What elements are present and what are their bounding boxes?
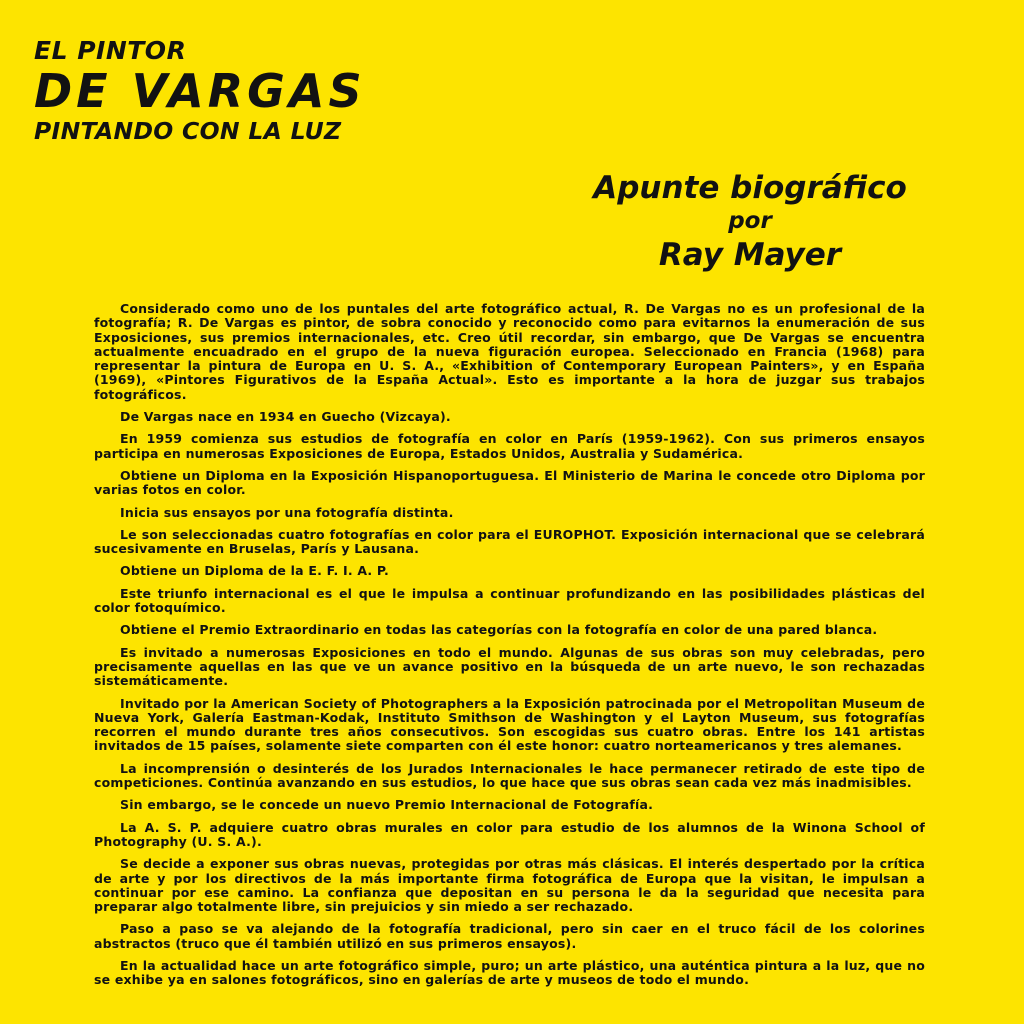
paragraph: Le son seleccionadas cuatro fotografías en color para el EUROPHOT. Exposición internacional que se celebrará sucesivamente en Bruselas, París y Lausana. [94, 526, 925, 557]
byline-por: por [728, 208, 772, 234]
paragraph: La A. S. P. adquiere cuatro obras murales en color para estudio de los alumnos de la Winona School of Photography (U. S. A.). [94, 819, 925, 849]
title-kicker: EL PINTOR [34, 36, 187, 65]
title-block [34, 36, 366, 146]
byline-block [500, 170, 1000, 274]
paragraph: Obtiene un Diploma de la E. F. I. A. P. [120, 563, 389, 579]
title-subtitle: PINTANDO CON LA LUZ [34, 117, 342, 145]
paragraph: Paso a paso se va alejando de la fotografía tradicional, pero sin caer en el truco fácil de los colorines abstractos (truco que él también utilizó en sus primeros ensayos). [94, 921, 925, 951]
byline-author: Ray Mayer [658, 237, 842, 273]
paragraph: De Vargas nace en 1934 en Guecho (Vizcaya). [120, 409, 451, 425]
paragraph: Obtiene un Diploma en la Exposición Hispanoportuguesa. El Ministerio de Marina le concede otro Diploma por varias fotos en color. [94, 467, 925, 498]
paragraph: La incomprensión o desinterés de los Jurados Internacionales le hace permanecer retirado de este tipo de competiciones. Continúa avanzando en sus estudios, lo que hace que sus obras sean cada vez más inadmisibles. [94, 760, 925, 791]
page-title: DE VARGAS [34, 64, 366, 118]
byline-heading: Apunte biográfico [593, 170, 907, 206]
article-body [94, 302, 925, 996]
paragraph: Inicia sus ensayos por una fotografía distinta. [120, 504, 454, 520]
paragraph: En 1959 comienza sus estudios de fotografía en color en París (1959-1962). Con sus primeros ensayos participa en numerosas Exposiciones de Europa, Estados Unidos, Australia y Sudamérica. [94, 431, 925, 461]
paragraph: Se decide a exponer sus obras nuevas, protegidas por otras más clásicas. El interés despertado por la crítica de arte y por los directivos de la más importante firma fotográfica de Europa que la visitan, le impulsan a continuar por ese camino. La confianza que depositan en su persona le da la seguridad que necesita para preparar algo totalmente libre, sin prejuicios y sin miedo a ser rechazado. [94, 856, 925, 915]
paragraph: Invitado por la American Society of Photographers a la Exposición patrocinada por el Metropolitan Museum de Nueva York, Galería Eastman-Kodak, Instituto Smithson de Washington y el Layton Museum, sus fotografías recorren el mundo durante tres años consecutivos. Son escogidas sus cuatro obras. Entre los 141 artistas invitados de 15 países, solamente siete comparten con él este honor: cuatro norteamericanos y tres alemanes. [94, 695, 925, 754]
paragraph: En la actualidad hace un arte fotográfico simple, puro; un arte plástico, una auténtica pintura a la luz, que no se exhibe ya en salones fotográficos, sino en galerías de arte y museos de todo el mundo. [94, 957, 925, 988]
paragraph: Es invitado a numerosas Exposiciones en todo el mundo. Algunas de sus obras son muy celebradas, pero precisamente aquellas en las que ve un avance positivo en la búsqueda de un arte nuevo, le son rechazadas sistemáticamente. [94, 644, 925, 689]
paragraph: Sin embargo, se le concede un nuevo Premio Internacional de Fotografía. [120, 797, 654, 813]
paragraph: Este triunfo internacional es el que le impulsa a continuar profundizando en las posibilidades plásticas del color fotoquímico. [94, 585, 925, 616]
paragraph: Obtiene el Premio Extraordinario en todas las categorías con la fotografía en color de una pared blanca. [120, 622, 878, 638]
paragraph: Considerado como uno de los puntales del arte fotográfico actual, R. De Vargas no es un profesional de la fotografía; R. De Vargas es pintor, de sobra conocido y reconocido como para evitarnos la enumeración de sus Exposiciones, sus premios internacionales, etc. Creo útil recordar, sin embargo, que De Vargas se encuentra actualmente encuadrado en el grupo de la nueva figuración europea. Seleccionado en Francia (1968) para representar la pintura de Europa en U. S. A., «Exhibition of Contemporary European Painters», y en España (1969), «Pintores Figurativos de la España Actual». Esto es importante a la hora de juzgar sus trabajos fotográficos. [94, 301, 925, 402]
